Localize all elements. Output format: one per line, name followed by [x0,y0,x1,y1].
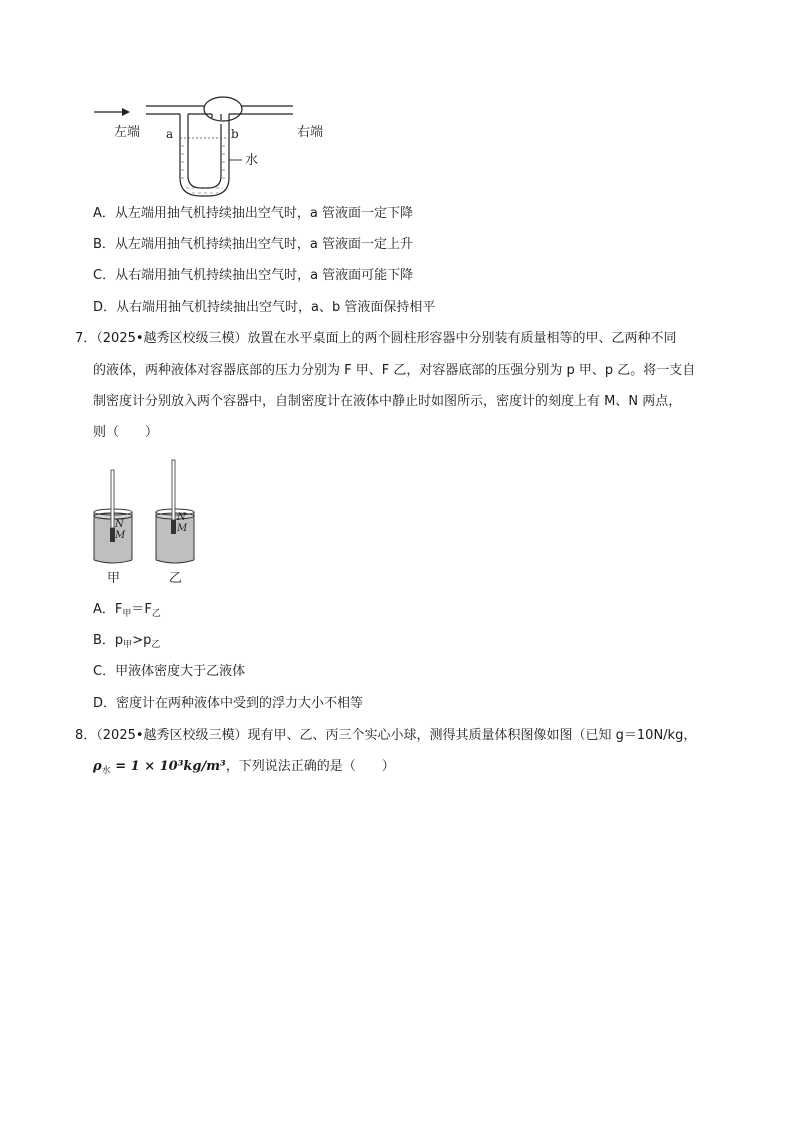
q7-option-b-sub2: 乙 [151,640,161,650]
q7-stem-line-2: 的液体，两种液体对容器底部的压力分别为 F 甲、F 乙，对容器底部的压强分别为 p 甲、p 乙。将一支自 [93,363,696,378]
u-tube-diagram [88,92,338,200]
hydrometer-diagram [86,456,206,586]
q7-option-a [93,601,161,620]
q7-option-a-sub2: 乙 [151,609,161,619]
q6-option-b: B．从左端用抽气机持续抽出空气时，a 管液面一定上升 [93,237,414,252]
tube-a-label: a [166,127,174,141]
q7-option-a-mid: ＝F [131,602,152,617]
q8-stem-line-2 [93,758,395,777]
bulb [204,97,242,121]
q6-option-d: D．从右端用抽气机持续抽出空气时，a、b 管液面保持相平 [93,300,436,315]
q8-rho-sub: 水 [101,766,111,776]
mark-m-jia: M [115,530,126,541]
q6-option-a: A．从左端用抽气机持续抽出空气时，a 管液面一定下降 [93,206,413,221]
container-jia [94,470,132,563]
left-end-label: 左端 [114,125,141,140]
mark-n-yi: N [177,512,186,523]
container-jia-label: 甲 [107,571,121,586]
q7-option-c: C．甲液体密度大于乙液体 [93,664,246,679]
hydrometer-figure [86,456,206,586]
q8-stem-line-1: 8．（2025•越秀区校级三模）现有甲、乙、丙三个实心小球，测得其质量体积图像如图（已知 g＝10N/kg， [75,728,697,743]
q8-rho: ρ [93,759,102,774]
u-tube-figure [88,92,338,200]
q8-formula: = 1 × 10³kg/m³ [110,759,226,774]
q7-option-b-text: B．p [93,633,124,648]
q7-stem-line-4: 则（ ） [93,425,159,440]
q7-option-b [93,632,160,651]
container-yi-label: 乙 [169,571,183,586]
q7-option-d: D．密度计在两种液体中受到的浮力大小不相等 [93,696,364,711]
airflow-arrow-head [122,108,130,116]
q7-option-b-mid: >p [132,633,152,648]
q6-option-c: C．从右端用抽气机持续抽出空气时，a 管液面可能下降 [93,268,414,283]
q7-option-a-text: A．F [93,602,123,617]
tube-b-label: b [231,127,239,141]
mark-n-jia: N [115,519,124,530]
water-label: 水 [245,153,259,168]
q7-stem-line-3: 制密度计分别放入两个容器中，自制密度计在液体中静止时如图所示，密度计的刻度上有 M、N 两点， [93,394,682,409]
q8-stem-tail: ，下列说法正确的是（ ） [225,759,395,774]
right-end-label: 右端 [297,125,324,140]
q7-option-a-sub1: 甲 [122,609,132,619]
q7-stem-line-1: 7．（2025•越秀区校级三模）放置在水平桌面上的两个圆柱形容器中分别装有质量相等的甲、乙两种不同 [75,331,677,346]
mark-m-yi: M [177,523,188,534]
q7-option-b-sub1: 甲 [123,640,133,650]
container-yi [156,460,194,563]
